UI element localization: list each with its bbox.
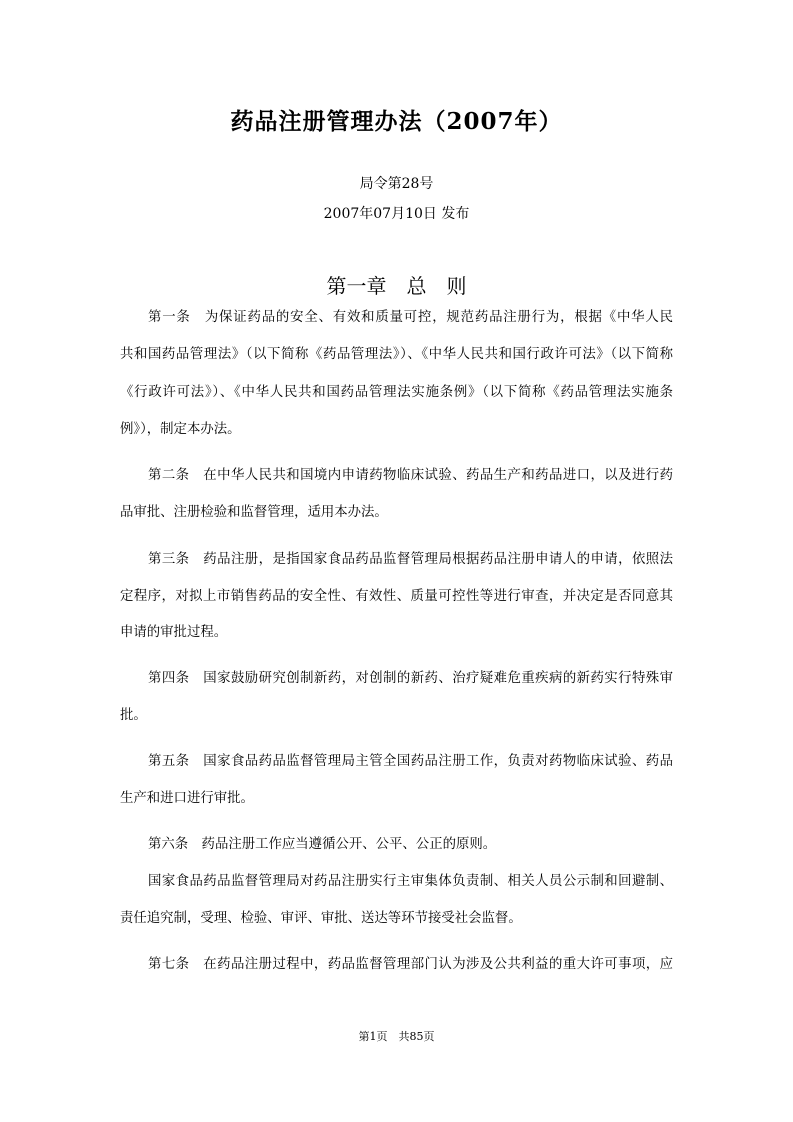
text-line: 国家食品药品监督管理局对药品注册实行主审集体负责制、相关人员公示制和回避制、 (148, 874, 673, 889)
order-number: 局令第28号 (359, 176, 434, 192)
text-line: 第七条 在药品注册过程中，药品监督管理部门认为涉及公共利益的重大许可事项，应 (148, 957, 673, 972)
text-line: 第五条 国家食品药品监督管理局主管全国药品注册工作，负责对药物临床试验、药品 (148, 754, 673, 769)
text-line: 第三条 药品注册，是指国家食品药品监督管理局根据药品注册申请人的申请，依照法 (148, 552, 673, 567)
text-line: 《行政许可法》）、《中华人民共和国药品管理法实施条例》（以下简称《药品管理法实施条 (120, 385, 673, 400)
text-line: 批。 (120, 708, 147, 723)
text-line: 责任追究制，受理、检验、审评、审批、送达等环节接受社会监督。 (120, 911, 522, 926)
text-line: 定程序，对拟上市销售药品的安全性、有效性、质量可控性等进行审查，并决定是否同意其 (120, 589, 673, 604)
text-line: 品审批、注册检验和监督管理，适用本办法。 (120, 505, 388, 520)
text-line: 第一条 为保证药品的安全、有效和质量可控，规范药品注册行为，根据《中华人民 (148, 310, 673, 325)
text-line: 第二条 在中华人民共和国境内申请药物临床试验、药品生产和药品进口，以及进行药 (148, 468, 673, 483)
publish-date: 2007年07月10日 发布 (323, 206, 470, 222)
page-footer: 第1页 共85页 (358, 1030, 435, 1043)
text-line: 第六条 药品注册工作应当遵循公开、公平、公正的原则。 (148, 837, 497, 852)
text-line: 第四条 国家鼓励研究创制新药，对创制的新药、治疗疑难危重疾病的新药实行特殊审 (148, 671, 673, 686)
text-line: 共和国药品管理法》（以下简称《药品管理法》）、《中华人民共和国行政许可法》（以下简称 (120, 347, 673, 362)
text-line: 例》），制定本办法。 (120, 422, 241, 437)
text-line: 生产和进口进行审批。 (120, 791, 254, 806)
text-line: 申请的审批过程。 (120, 625, 228, 640)
chapter-heading: 第一章 总 则 (326, 274, 467, 298)
document-title: 药品注册管理办法（2007年） (230, 108, 563, 135)
